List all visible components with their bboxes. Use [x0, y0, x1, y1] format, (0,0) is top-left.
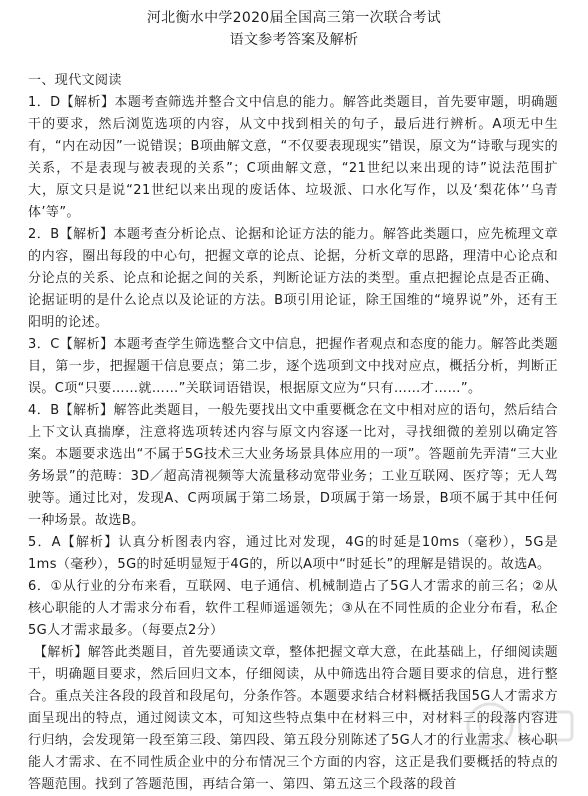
answer-paragraph-3: 3．C【解析】本题考查学生筛选整合文中信息，把握作者观点和态度的能力。解答此类题目，第一步，把握题干信息要点；第二步，逐个选项到文中找对应点，概括分析，判断正误。C项“只要……就……”关联词语错误，根据原文应为“只有……才……”。 — [28, 337, 558, 396]
answer-paragraph-5: 5．A【解析】认真分析图表内容，通过比对发现，4G的时延是10ms（毫秒），5G是1ms（毫秒），5G的时延明显短于4G的，所以A项中“时延长”的理解是错误的。故选A。 — [28, 535, 558, 572]
answer-paragraph-2: 2．B【解析】本题考查分析论点、论据和论证方法的能力。解答此类题口，应先梳理文章的内容，圈出每段的中心句，把握文章的论点、论据，分析文章的思路，理清中心论点和分论点的关系、论点和论据之间的关系，判断论证方法的类型。重点把握论点是否正确、论据证明的是什么论点以及论证的方法。B项引用论证，除王国维的“境界说”外，还有王阳明的论述。 — [28, 227, 558, 330]
document-title: 河北衡水中学2020届全国高三第一次联合考试 — [146, 10, 442, 26]
document-body — [28, 70, 558, 796]
answer-paragraph-1: 1．D【解析】本题考查筛选并整合文中信息的能力。解答此类题目，首先要审题，明确题干的要求，然后浏览选项的内容，从文中找到相关的句子，最后进行辨析。A项无中生有，“内在动因”一说错误；B项曲解文意，“不仅要表现现实”错误，原文为“诗歌与现实的关系，不是表现与被表现的关系”；C项曲解文意，“21世纪以来出现的诗”说法范围扩大，原文只是说“21世纪以来出现的废话体、垃圾派、口水化写作，以及‘梨花体’‘乌青体’等”。 — [28, 95, 558, 220]
section-heading: 一、现代文阅读 — [28, 73, 122, 88]
watermark-logo — [460, 696, 580, 756]
answer-paragraph-4: 4．B【解析】解答此类题目，一般先要找出文中重要概念在文中相对应的语句，然后结合上下文认真揣摩，注意将选项转述内容与原文内容逐一比对，寻找细微的差别以确定答案。本题要求选出“不属于5G技术三大业务场景具体应用的一项”。答题前先弄清“三大业务场景”的范畴：3D／超高清视频等大流量移动宽带业务；工业互联网、医疗等；无人驾驶等。通过比对，发现A、C两项属于第二场景，D项属于第一场景，B项不属于其中任何一种场景。故选B。 — [28, 403, 558, 528]
answer-paragraph-6: 6．①从行业的分布来看，互联网、电子通信、机械制造占了5G人才需求的前三名；②从核心职能的人才需求分布看，软件工程师遥遥领先；③从在不同性质的企业分布看，私企5G人才需求最多。（每要点2分） — [28, 579, 558, 638]
answer-paragraph-6-analysis: 【解析】解答此类题目，首先要通读文章，整体把握文章大意，在此基础上，仔细阅读题干，明确题目要求，然后回归文本，仔细阅读，从中筛选出符合题目要求的信息，进行整合。重点关注各段的段首和段尾句，分条作答。本题要求结合材料概括我国5G人才需求方面呈现出的特点，通过阅读文本，可知这些特点集中在材料三中，对材料三的段落内容进行归纳，会发现第一段至第三段、第四段、第五段分别陈述了5G人才的行业需求、核心职能人才需求、在不同性质企业中的分布情况三个方面的内容，这正是我们要概括的特点的答题范围。找到了答题范围，再结合第一、第四、第五这三个段落的段首 — [28, 645, 558, 792]
document-subtitle: 语文参考答案及解析 — [229, 32, 359, 48]
